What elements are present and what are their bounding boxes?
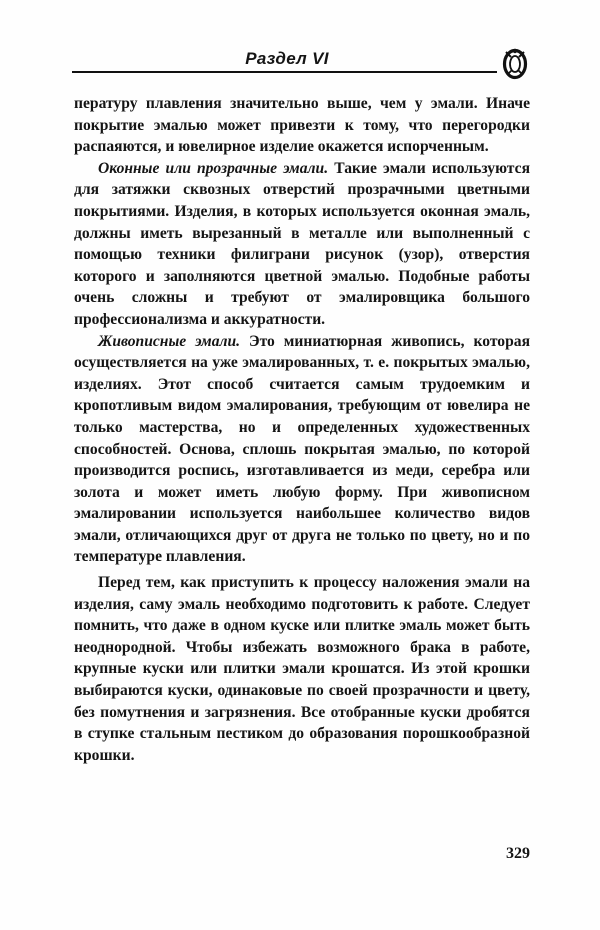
paragraph-text: Это миниатюрная живопись, которая осуществляется на уже эмалированных, т. е. покрытых эмалью, изделиях. Этот способ считается самым трудоемким и кропотливым видом эмалирования, требующим от ювелира не только мастерства, но и определенных художественных способностей. Основа, сплошь покрытая эмалью, по которой производится роспись, изготавливается из меди, серебра или золота и может иметь любую форму. При живописном эмалировании используется наибольшее количество видов эмали, отличающихся друг от друга не только по цвету, но и по температуре плавления. [74,332,530,566]
section-title: Раздел VI [245,49,329,68]
header-rule [72,71,497,73]
term-window-enamels: Оконные или прозрачные эмали. [98,159,329,177]
term-painted-enamels: Живописные эмали. [98,332,241,350]
body-text [74,93,530,766]
paragraph-preparation [74,572,530,766]
page-number: 329 [506,845,530,862]
ring-emblem-icon [499,47,531,81]
running-header [72,45,532,85]
paragraph-text: пературу плавления значительно выше, чем у эмали. Иначе покрытие эмалью может привезти к тому, что перегородки распаяются, и ювелирное изделие окажется испорченным. [74,95,530,156]
paragraph-window-enamels [74,158,530,331]
paragraph-continuation [74,93,530,158]
paragraph-painted-enamels [74,331,530,569]
paragraph-text: Такие эмали используются для затяжки сквозных отверстий прозрачными цветными покрытиями. Изделия, в которых используется оконная эмаль, должны иметь вырезанный в металле или выполненный с помощью техники филиграни рисунок (узор), отверстия которого и заполняются цветной эмалью. Подобные работы очень сложны и требуют от эмалировщика большого профессионализма и аккуратности. [74,159,531,328]
paragraph-text: Перед тем, как приступить к процессу наложения эмали на изделия, саму эмаль необходимо подготовить к работе. Следует помнить, что даже в одном куске или плитке эмаль может быть неоднородной. Чтобы избежать возможного брака в работе, крупные куски или плитки эмали крошатся. Из этой крошки выбираются куски, одинаковые по своей прозрачности и цвету, без помутнения и загрязнения. Все отобранные куски дробятся в ступке стальным пестиком до образования порошкообразной крошки. [74,574,530,764]
